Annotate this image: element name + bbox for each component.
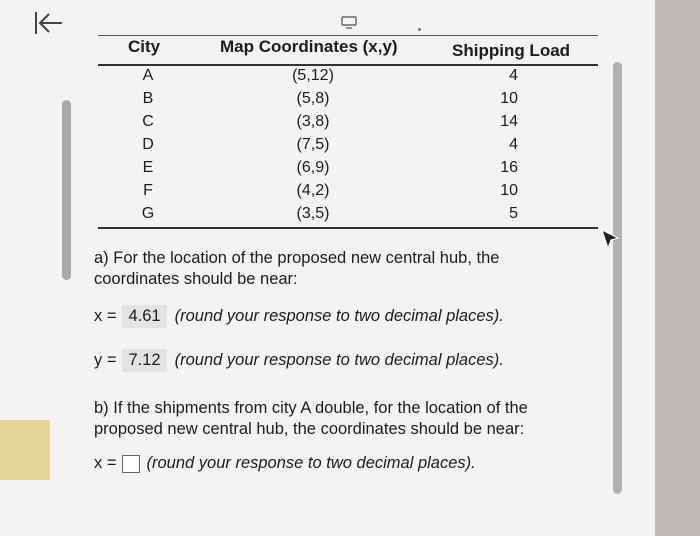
- sticky-note: [0, 420, 50, 480]
- coordinates-cell: (4,2): [296, 182, 330, 199]
- table-header-rule: [98, 64, 598, 66]
- part-a-y-answer: [94, 349, 504, 372]
- left-scrollbar[interactable]: [62, 100, 71, 280]
- header-city: City: [128, 37, 161, 56]
- coordinates-cell: (5,8): [296, 90, 330, 107]
- header-shipping-load: Shipping Load: [452, 41, 571, 60]
- expand-icon[interactable]: [341, 16, 357, 30]
- table-row: [98, 205, 598, 228]
- x-label: x =: [94, 307, 117, 325]
- table-bottom-rule: [98, 227, 598, 229]
- coordinates-cell: (5,12): [292, 67, 334, 84]
- part-b-x-answer: [94, 454, 476, 473]
- shipping-load-cell: 10: [500, 182, 518, 199]
- table-top-rule: [98, 35, 598, 36]
- table-row: [98, 90, 598, 113]
- coordinates-cell: (3,5): [296, 205, 330, 222]
- shipping-load-cell: 4: [509, 67, 518, 84]
- decorative-dot: [418, 28, 421, 31]
- monitor-bezel: [655, 0, 700, 536]
- back-to-start-arrow-icon[interactable]: [30, 8, 66, 38]
- y-label: y =: [94, 351, 117, 369]
- table-row: [98, 159, 598, 182]
- coordinates-cell: (6,9): [296, 159, 330, 176]
- part-a-x-answer: [94, 305, 504, 328]
- city-cell: G: [141, 205, 155, 222]
- table-row: [98, 113, 598, 136]
- table-row: [98, 67, 598, 90]
- shipping-load-cell: 16: [500, 159, 518, 176]
- rounding-hint: (round your response to two decimal places).: [174, 307, 504, 325]
- rounding-hint: (round your response to two decimal places).: [146, 454, 476, 472]
- y-answer-field[interactable]: 7.12: [122, 349, 166, 372]
- x-answer-field[interactable]: 4.61: [122, 305, 166, 328]
- rounding-hint: (round your response to two decimal places).: [174, 351, 504, 369]
- coordinates-cell: (7,5): [296, 136, 330, 153]
- city-cell: A: [142, 67, 154, 84]
- x-answer-input[interactable]: [122, 455, 140, 473]
- city-cell: C: [142, 113, 154, 130]
- table-body: [98, 67, 598, 228]
- part-a-prompt: a) For the location of the proposed new central hub, the coordinates should be near:: [94, 249, 500, 288]
- x-label: x =: [94, 454, 117, 472]
- city-cell: D: [142, 136, 154, 153]
- city-cell: E: [142, 159, 154, 176]
- part-b-prompt: b) If the shipments from city A double, for the location of the proposed new central hub, the coordinates should be near:: [94, 399, 528, 438]
- header-coordinates: Map Coordinates (x,y): [220, 37, 398, 56]
- city-cell: F: [143, 182, 153, 199]
- shipping-load-cell: 10: [500, 90, 518, 107]
- city-cell: B: [142, 90, 154, 107]
- shipping-load-cell: 14: [500, 113, 518, 130]
- mouse-cursor-icon: [600, 228, 620, 250]
- shipping-load-cell: 5: [509, 205, 518, 222]
- shipping-load-cell: 4: [509, 136, 518, 153]
- table-row: [98, 182, 598, 205]
- coordinates-cell: (3,8): [296, 113, 330, 130]
- right-scrollbar[interactable]: [613, 62, 622, 494]
- table-row: [98, 136, 598, 159]
